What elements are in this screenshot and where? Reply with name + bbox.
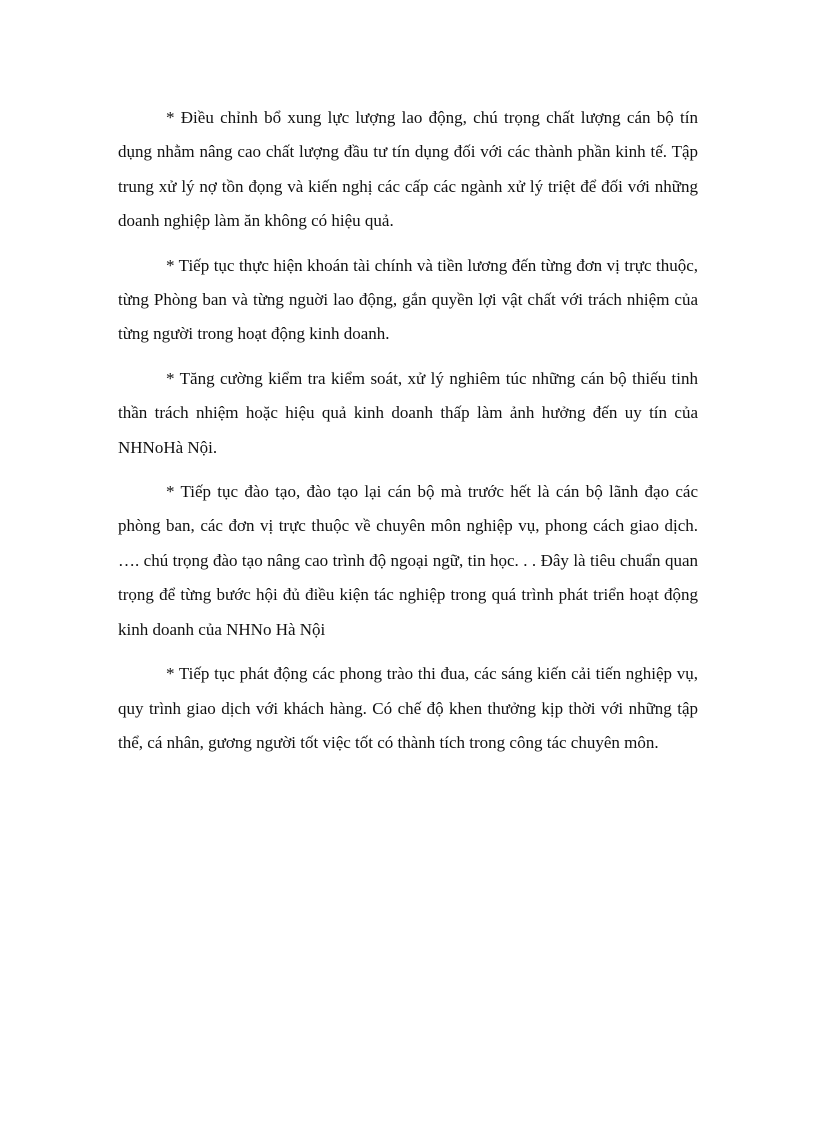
paragraph-inspection-control: * Tăng cường kiểm tra kiểm soát, xử lý nghiêm túc những cán bộ thiếu tinh thần trách nhiệm hoặc hiệu quả kinh doanh thấp làm ảnh hưởng đến uy tín của NHNoHà Nội. [118, 368, 698, 457]
paragraph-training: * Tiếp tục đào tạo, đào tạo lại cán bộ mà trước hết là cán bộ lãnh đạo các phòng ban, các đơn vị trực thuộc về chuyên môn nghiệp vụ, phong cách giao dịch. …. chú trọng đào tạo nâng cao trình độ ngoại ngữ, tin học. . . Đây là tiêu chuẩn quan trọng để từng bước hội đủ điều kiện tác nghiệp trong quá trình phát triển hoạt động kinh doanh của NHNo Hà Nội [118, 482, 698, 639]
paragraph-staffing: * Điều chỉnh bổ xung lực lượng lao động, chú trọng chất lượng cán bộ tín dụng nhằm nâng cao chất lượng đầu tư tín dụng đối với các thành phần kinh tế. Tập trung xử lý nợ tồn đọng và kiến nghị các cấp các ngành xử lý triệt để đối với những doanh nghiệp làm ăn không có hiệu quả. [118, 108, 698, 231]
paragraph-financial-contracting: * Tiếp tục thực hiện khoán tài chính và tiền lương đến từng đơn vị trực thuộc, từng Phòng ban và từng nguời lao động, gắn quyền lợi vật chất với trách nhiệm của từng người trong hoạt động kinh doanh. [118, 255, 698, 344]
paragraph-emulation-movement: * Tiếp tục phát động các phong trào thi đua, các sáng kiến cải tiến nghiệp vụ, quy trình giao dịch với khách hàng. Có chế độ khen thưởng kịp thời với những tập thể, cá nhân, gương người tốt việc tốt có thành tích trong công tác chuyên môn. [118, 664, 698, 752]
document-body [118, 101, 698, 770]
